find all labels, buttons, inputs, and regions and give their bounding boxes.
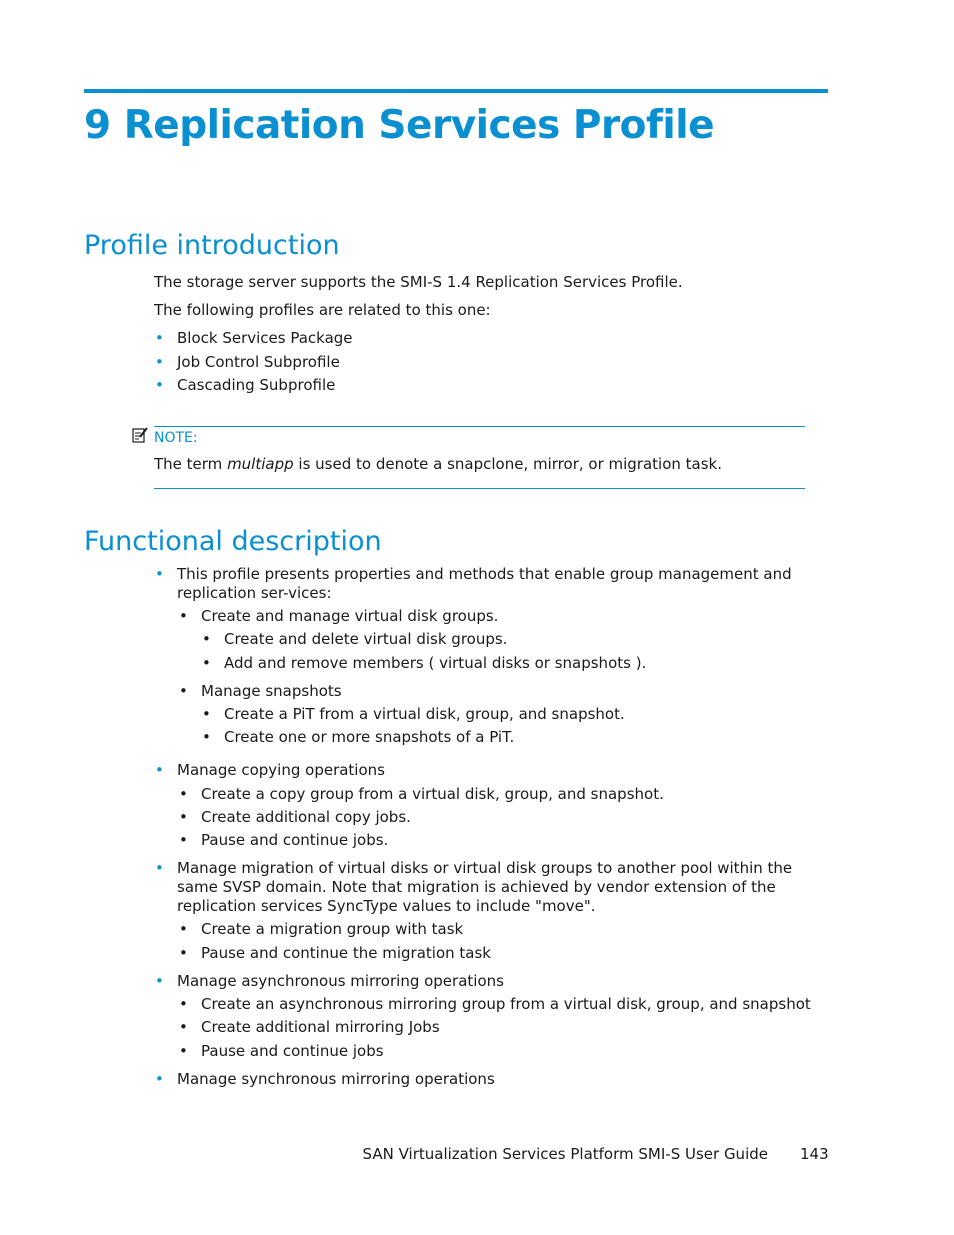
list-item: • This profile presents properties and methods that enable group management and replication ser-vices: <box>177 565 827 603</box>
note-text-after: is used to denote a snapclone, mirror, or migration task. <box>293 455 723 473</box>
note-term: multiapp <box>227 455 294 473</box>
chapter-title: 9 Replication Services Profile <box>84 103 715 148</box>
list-item: • Create and delete virtual disk groups. <box>224 630 507 649</box>
list-item: • Manage migration of virtual disks or virtual disk groups to another pool within the same SVSP domain. Note that migration is achieved by vendor extension of the replication services SyncType values to include "move". <box>177 859 827 916</box>
list-item: • Create an asynchronous mirroring group from a virtual disk, group, and snapshot <box>201 995 811 1014</box>
section-heading-profile-introduction: Profile introduction <box>84 230 340 261</box>
page-number: 143 <box>800 1145 829 1163</box>
list-item: • Create a migration group with task <box>201 920 463 939</box>
list-item: • Job Control Subprofile <box>177 353 827 372</box>
list-item: • Manage copying operations <box>177 761 827 780</box>
list-item: • Pause and continue jobs <box>201 1042 384 1061</box>
note-top-rule <box>154 426 805 427</box>
note-body <box>154 454 722 474</box>
list-item: • Manage asynchronous mirroring operations <box>177 972 827 991</box>
chapter-rule <box>84 89 828 93</box>
list-item: • Create a copy group from a virtual disk, group, and snapshot. <box>201 785 664 804</box>
list-item: • Cascading Subprofile <box>177 376 827 395</box>
list-item: • Pause and continue jobs. <box>201 831 388 850</box>
list-item: • Add and remove members ( virtual disks or snapshots ). <box>224 654 646 673</box>
list-item: • Manage snapshots <box>201 682 342 701</box>
note-pencil-icon <box>132 427 148 443</box>
list-item: • Block Services Package <box>177 329 827 348</box>
list-item: • Manage synchronous mirroring operations <box>177 1070 827 1089</box>
list-item: • Create additional mirroring Jobs <box>201 1018 440 1037</box>
list-item: • Create and manage virtual disk groups. <box>201 607 498 626</box>
list-item: • Create a PiT from a virtual disk, group, and snapshot. <box>224 705 625 724</box>
note-label: NOTE: <box>154 430 198 446</box>
intro-paragraph: The storage server supports the SMI-S 1.4 Replication Services Profile. <box>154 273 683 291</box>
footer-document-title: SAN Virtualization Services Platform SMI-S User Guide <box>362 1145 768 1163</box>
note-text-before: The term <box>154 455 228 473</box>
list-item: • Pause and continue the migration task <box>201 944 491 963</box>
note-bottom-rule <box>154 488 805 489</box>
list-item: • Create additional copy jobs. <box>201 808 411 827</box>
list-item: • Create one or more snapshots of a PiT. <box>224 728 514 747</box>
section-heading-functional-description: Functional description <box>84 526 382 557</box>
related-profiles-paragraph: The following profiles are related to this one: <box>154 301 491 319</box>
